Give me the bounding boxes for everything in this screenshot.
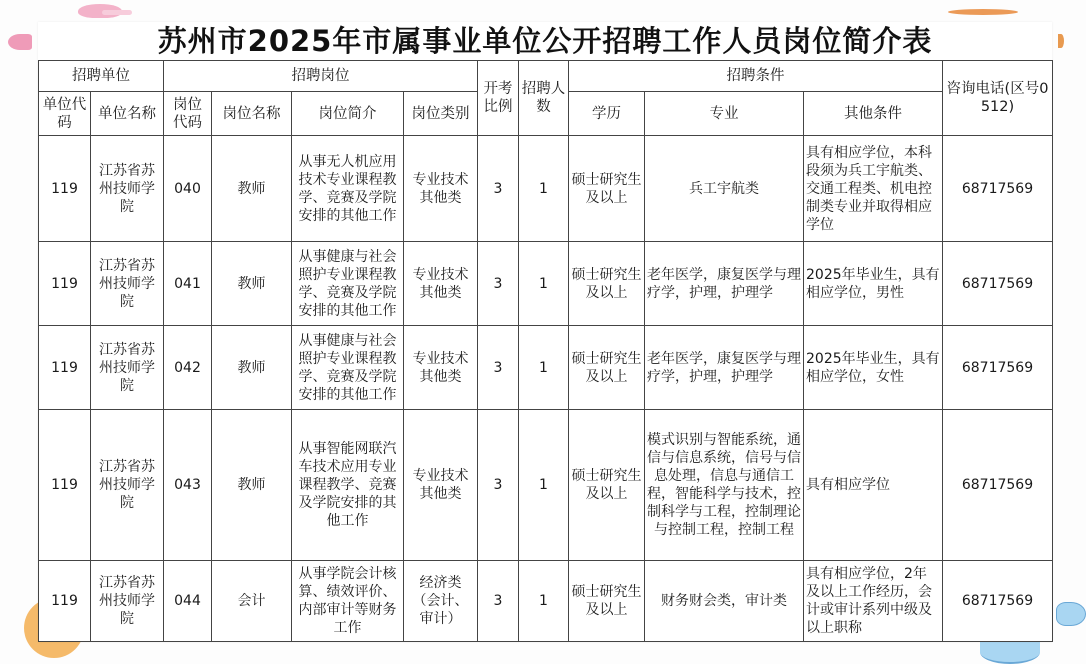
cell-unit-name: 江苏省苏州技师学院 — [91, 136, 164, 242]
table-row — [39, 561, 1053, 642]
cell-other: 2025年毕业生，具有相应学位，男性 — [804, 242, 943, 326]
header-post-desc: 岗位简介 — [292, 92, 404, 136]
decorative-pink-sticker — [8, 34, 32, 50]
cell-major: 老年医学，康复医学与理疗学，护理，护理学 — [645, 242, 804, 326]
cell-post-desc: 从事健康与社会照护专业课程教学、竞赛及学院安排的其他工作 — [292, 242, 404, 326]
header-post-name: 岗位名称 — [212, 92, 292, 136]
cell-other: 具有相应学位，2年及以上工作经历，会计或审计系列中级及以上职称 — [804, 561, 943, 642]
decorative-blue-sticker — [1056, 602, 1086, 626]
cell-education: 硕士研究生及以上 — [569, 410, 645, 561]
cell-major: 兵工宇航类 — [645, 136, 804, 242]
cell-headcount: 1 — [519, 242, 569, 326]
header-group-conditions: 招聘条件 — [569, 61, 943, 92]
header-group-post: 招聘岗位 — [164, 61, 478, 92]
cell-major: 模式识别与智能系统，通信与信息系统，信号与信息处理，信息与通信工程，智能科学与技术，控制科学与工程，控制理论与控制工程，控制工程 — [645, 410, 804, 561]
header-ratio: 开考比例 — [478, 61, 519, 136]
page-title: 苏州市2025年市属事业单位公开招聘工作人员岗位简介表 — [157, 24, 933, 58]
cell-post-type: 专业技术其他类 — [404, 242, 478, 326]
cell-headcount: 1 — [519, 136, 569, 242]
cell-ratio: 3 — [478, 410, 519, 561]
table-row — [39, 136, 1053, 242]
cell-unit-code: 119 — [39, 410, 91, 561]
cell-phone: 68717569 — [943, 410, 1053, 561]
cell-phone: 68717569 — [943, 136, 1053, 242]
cell-education: 硕士研究生及以上 — [569, 326, 645, 410]
table-row — [39, 326, 1053, 410]
cell-post-name: 教师 — [212, 136, 292, 242]
cell-unit-name: 江苏省苏州技师学院 — [91, 326, 164, 410]
decorative-blue-sticker — [980, 640, 1040, 664]
header-unit-code: 单位代码 — [39, 92, 91, 136]
decorative-orange-sticker — [1058, 34, 1064, 48]
recruitment-sheet — [38, 22, 1052, 642]
cell-education: 硕士研究生及以上 — [569, 242, 645, 326]
cell-post-desc: 从事无人机应用技术专业课程教学、竞赛及学院安排的其他工作 — [292, 136, 404, 242]
cell-major: 财务财会类，审计类 — [645, 561, 804, 642]
cell-post-type: 专业技术其他类 — [404, 326, 478, 410]
header-education: 学历 — [569, 92, 645, 136]
cell-phone: 68717569 — [943, 242, 1053, 326]
cell-unit-code: 119 — [39, 136, 91, 242]
cell-unit-code: 119 — [39, 561, 91, 642]
cell-other: 具有相应学位 — [804, 410, 943, 561]
cell-unit-name: 江苏省苏州技师学院 — [91, 410, 164, 561]
cell-post-type: 专业技术其他类 — [404, 410, 478, 561]
header-other: 其他条件 — [804, 92, 943, 136]
cell-post-code: 042 — [164, 326, 212, 410]
cell-major: 老年医学，康复医学与理疗学，护理，护理学 — [645, 326, 804, 410]
cell-unit-code: 119 — [39, 326, 91, 410]
header-group-unit: 招聘单位 — [39, 61, 164, 92]
cell-ratio: 3 — [478, 242, 519, 326]
cell-phone: 68717569 — [943, 326, 1053, 410]
cell-education: 硕士研究生及以上 — [569, 136, 645, 242]
header-row-groups — [39, 61, 1053, 92]
cell-post-name: 会计 — [212, 561, 292, 642]
positions-table — [38, 60, 1053, 642]
cell-unit-code: 119 — [39, 242, 91, 326]
table-row — [39, 410, 1053, 561]
header-headcount: 招聘人数 — [519, 61, 569, 136]
cell-other: 具有相应学位，本科段须为兵工宇航类、交通工程类、机电控制类专业并取得相应学位 — [804, 136, 943, 242]
cell-education: 硕士研究生及以上 — [569, 561, 645, 642]
header-post-code: 岗位代码 — [164, 92, 212, 136]
cell-post-code: 044 — [164, 561, 212, 642]
cell-ratio: 3 — [478, 561, 519, 642]
cell-post-code: 043 — [164, 410, 212, 561]
cell-post-name: 教师 — [212, 326, 292, 410]
cell-ratio: 3 — [478, 326, 519, 410]
cell-ratio: 3 — [478, 136, 519, 242]
table-row — [39, 242, 1053, 326]
cell-phone: 68717569 — [943, 561, 1053, 642]
header-post-type: 岗位类别 — [404, 92, 478, 136]
cell-headcount: 1 — [519, 410, 569, 561]
cell-post-name: 教师 — [212, 242, 292, 326]
cell-post-type: 专业技术其他类 — [404, 136, 478, 242]
cell-post-type: 经济类（会计、审计） — [404, 561, 478, 642]
cell-post-desc: 从事健康与社会照护专业课程教学、竞赛及学院安排的其他工作 — [292, 326, 404, 410]
cell-headcount: 1 — [519, 326, 569, 410]
cell-post-name: 教师 — [212, 410, 292, 561]
cell-unit-name: 江苏省苏州技师学院 — [91, 242, 164, 326]
header-phone: 咨询电话(区号0512) — [943, 61, 1053, 136]
cell-headcount: 1 — [519, 561, 569, 642]
decorative-orange-sticker — [948, 9, 1018, 15]
cell-post-desc: 从事智能网联汽车技术应用专业课程教学、竞赛及学院安排的其他工作 — [292, 410, 404, 561]
header-major: 专业 — [645, 92, 804, 136]
cell-other: 2025年毕业生，具有相应学位，女性 — [804, 326, 943, 410]
cell-post-code: 040 — [164, 136, 212, 242]
header-unit-name: 单位名称 — [91, 92, 164, 136]
cell-post-desc: 从事学院会计核算、绩效评价、内部审计等财务工作 — [292, 561, 404, 642]
decorative-pink-sticker — [78, 4, 122, 18]
cell-unit-name: 江苏省苏州技师学院 — [91, 561, 164, 642]
cell-post-code: 041 — [164, 242, 212, 326]
